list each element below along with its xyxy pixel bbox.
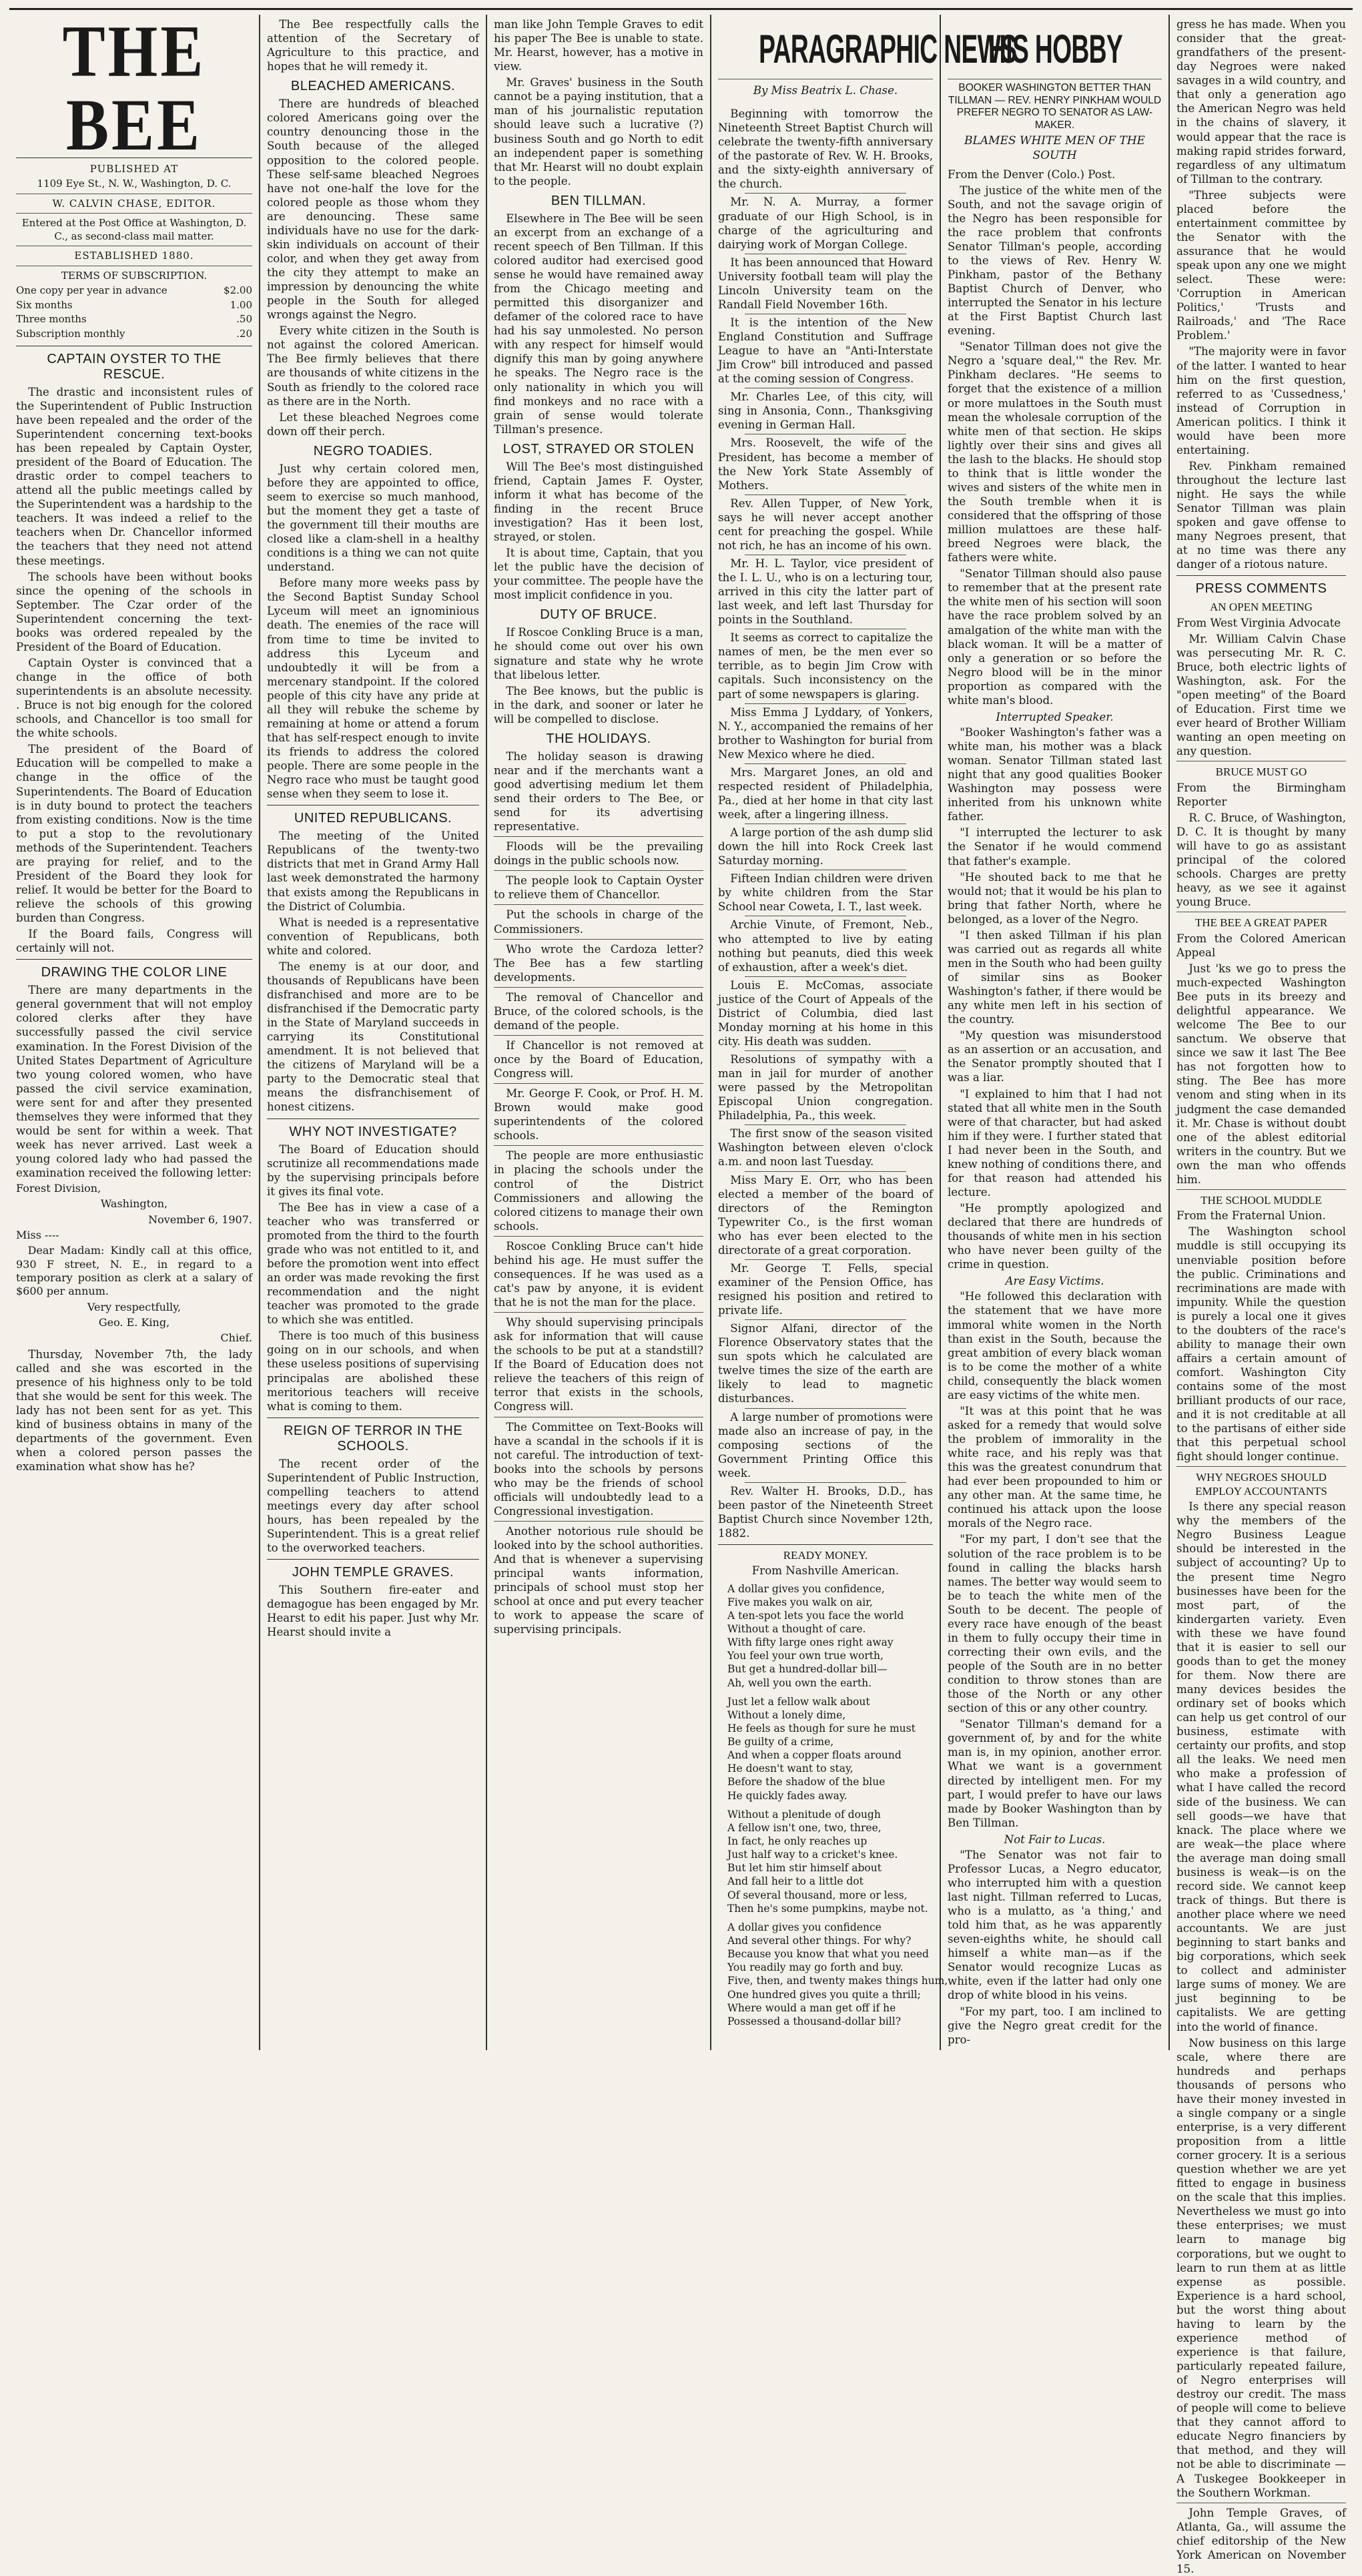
news-divider: [745, 1408, 906, 1409]
terms-price: .20: [236, 328, 252, 340]
masthead-established: ESTABLISHED 1880.: [74, 250, 194, 262]
article-title: WHY NEGROES SHOULD EMPLOY ACCOUNTANTS: [1195, 1471, 1327, 1498]
news-divider: [745, 976, 906, 977]
letter-sign-title: Chief.: [220, 1331, 252, 1345]
article-paragraph: "I then asked Tillman if his plan was carried out as regards all white men in the South who had been guilty of similar sins as Booker Washington's father, if there would be any white men left in his section of the country.: [948, 928, 1162, 1026]
article-title: THE SCHOOL MUDDLE: [1201, 1193, 1322, 1207]
subhead: Not Fair to Lucas.: [1004, 1833, 1106, 1846]
news-item: Mrs. Margaret Jones, an old and respected resident of Philadelphia, Pa., died at her home in that city last week, after a lingering illness.: [718, 765, 933, 821]
article-paragraph: The drastic and inconsistent rules of the Superintendent of Public Instruction have been repealed and the order of the Superintendent concerning text-books has been repealed by Captain Oyster, president of the Board of Education. The drastic order to compel teachers to attend all the public meetings called by the Superintendent was a hardship to the teachers. It was indeed a relief to the teachers when Dr. Chancellor informed the teachers that they need not attend these meetings.: [16, 385, 252, 567]
news-divider: [745, 763, 906, 764]
article-title: REIGN OF TERROR IN THE SCHOOLS.: [283, 1423, 463, 1454]
article-paragraph: Will The Bee's most distinguished friend, Captain James F. Oyster, inform it what has become of the finding in the recent Bruce investigation? Has it been lost, strayed, or stolen.: [494, 460, 703, 544]
article-paragraph: The Board of Education should scrutinize all recommendations made by the supervising principals before it gives its final vote.: [267, 1143, 479, 1198]
poem-line: A ten-spot lets you face the world: [727, 1609, 904, 1622]
poem-line: Just half way to a cricket's knee.: [727, 1849, 898, 1861]
poem-line: And when a copper floats around: [727, 1749, 902, 1762]
brief-item: Put the schools in charge of the Commissioners.: [494, 908, 703, 936]
poem-line: You readily may go forth and buy.: [727, 1961, 904, 1974]
article-paragraph: "He promptly apologized and declared that there are hundreds of thousands of white men in his section who have never been guilty of the crime in question.: [948, 1202, 1162, 1271]
published-at: PUBLISHED AT: [89, 163, 179, 175]
brief-item: The people look to Captain Oyster to relieve them of Chancellor.: [494, 874, 703, 902]
article-paragraph: "The Senator was not fair to Professor Lucas, a Negro educator, who interrupted him with a question last night. Tillman referred to Lucas, who is a mulatto, as 'a thing,' and told him that, as he was apparently seven-eighths white, he should call himself a white man—as if the Senator would recognize Lucas as white, even if the latter had only one drop of white blood in his veins.: [948, 1848, 1162, 2002]
poem-line: He feels as though for sure he must: [727, 1722, 916, 1734]
brief-item: The removal of Chancellor and Bruce, of the colored schools, is the demand of the people.: [494, 990, 703, 1032]
top-rule: [9, 8, 1353, 10]
masthead-title: THE BEE: [62, 9, 206, 166]
terms-price: 1.00: [230, 298, 252, 311]
poem-title: READY MONEY.: [783, 1549, 868, 1562]
poem-line: Without a lonely dime,: [727, 1708, 846, 1721]
article-title: LOST, STRAYED OR STOLEN: [502, 441, 695, 456]
poem-line: Without a plenitude of dough: [727, 1808, 881, 1821]
article-paragraph: It is about time, Captain, that you let the public have the decision of your committee. The people have the most implicit confidence in you.: [494, 547, 703, 602]
terms-row: [16, 327, 252, 342]
article-paragraph: "He followed this declaration with the statement that we have more immoral white women in the North than exist in the South, because the great ambition of every black woman is to be come the mother of a white child, consequently the black women are easy victims of the white men.: [948, 1290, 1162, 1401]
section-title: PRESS COMMENTS: [1195, 581, 1327, 597]
masthead-address: 1109 Eye St., N. W., Washington, D. C.: [37, 178, 232, 190]
article-paragraph: Let these bleached Negroes come down off their perch.: [267, 410, 479, 438]
article-paragraph: Just why certain colored men, before they are appointed to office, seem to exercise so much manhood, but the moment they get a taste of the government till their mouths are closed like a clam-shell in a healthy conditions is a thing we can not quite understand.: [267, 462, 479, 574]
masthead-entered: Entered at the Post Office at Washington, D. C., as second-class mail matter.: [21, 216, 247, 242]
letter-date: November 6, 1907.: [148, 1213, 252, 1226]
news-item: Louis E. McComas, associate justice of the Court of Appeals of the District of Columbia, died last Monday morning at his home in this city. His death was sudden.: [718, 978, 933, 1048]
poem-line: One hundred gives you quite a thrill;: [727, 1988, 921, 2001]
article-title: JOHN TEMPLE GRAVES.: [292, 1565, 454, 1580]
brief-item: Roscoe Conkling Bruce can't hide behind his age. He must suffer the consequences. If he was used as a cat's paw by anyone, it is evident that he is not the man for the place.: [494, 1239, 703, 1309]
article-paragraph: "For my part, too. I am inclined to give the Negro great credit for the pro-: [948, 2005, 1162, 2046]
poem-line: Where would a man get off if he: [727, 2001, 896, 2014]
article-paragraph: Thursday, November 7th, the lady called and she was escorted in the presence of his highness only to be told that she would be sent for this week. The lady has not been sent for as yet. This kind of business obtains in many of the departments of the government. Even when a colored person passes the examination what show has he?: [16, 1347, 252, 1474]
letter-salute: Miss ----: [16, 1229, 59, 1242]
news-item: Resolutions of sympathy with a man in jail for murder of another were passed by the Metropolitan Episcopal Union congregation. Philadelphia, Pa., this week.: [718, 1053, 933, 1122]
poem-line: A fellow isn't one, two, three,: [727, 1821, 882, 1834]
poem-line: Of several thousand, more or less,: [727, 1889, 908, 1901]
news-item: Mr. Charles Lee, of this city, will sing in Ansonia, Conn., Thanksgiving evening in German Hall.: [718, 390, 933, 432]
news-item: Archie Vinute, of Fremont, Neb., who attempted to live by eating nothing but peanuts, died this week of exhaustion, after a week's diet.: [718, 918, 933, 974]
article-title: DUTY OF BRUCE.: [540, 607, 657, 623]
terms-title: TERMS OF SUBSCRIPTION.: [61, 269, 208, 282]
article-paragraph: "Booker Washington's father was a white man, his mother was a black woman. Senator Tillman stated last night that any good qualities Booker Washington may possess were inherited from his unknown white father.: [948, 725, 1162, 824]
news-divider: [745, 1050, 906, 1051]
article-title: BLEACHED AMERICANS.: [290, 79, 456, 94]
article-paragraph: The justice of the white men of the South, and not the savage origin of the Negro has been responsible for the race problem that confronts Senator Tillman's people, according to the views of Rev. Henry W. Pinkham, pastor of the Bethany Baptist Church of Denver, who interrupted the Senator in his lecture at the First Baptist Church last evening.: [948, 184, 1162, 338]
poem-line: Possessed a thousand-dollar bill?: [727, 2015, 902, 2027]
column-5: [941, 15, 1170, 2050]
article-title: DRAWING THE COLOR LINE: [41, 965, 228, 980]
poem-line: Before the shadow of the blue: [727, 1776, 886, 1789]
article-paragraph: "Senator Tillman should also pause to remember that at the present rate the white men of his section will soon have the race problem solved by an amalgation of the white man with the black woman. It will be a matter of only a generation or so before the Negro blood will be in the minor proportion as compared with the white man's blood.: [948, 567, 1162, 707]
columns: [9, 9, 1353, 2575]
letter-head: Forest Division,: [16, 1182, 101, 1195]
news-divider: [745, 1171, 906, 1172]
poem-line: And fall heir to a little dot: [727, 1875, 864, 1888]
brief-item: Who wrote the Cardoza letter? The Bee has a few startling developments.: [494, 942, 703, 984]
poem-line: Then he's some pumpkins, maybe not.: [727, 1902, 928, 1915]
article-paragraph: This Southern fire-eater and demagogue has been engaged by Mr. Hearst to edit his paper. Just why Mr. Hearst should invite a: [267, 1584, 479, 1639]
article-paragraph: If Roscoe Conkling Bruce is a man, he should come out over his own signature and state why he wrote that libelous letter.: [494, 626, 703, 681]
article-paragraph: Before many more weeks pass by the Second Baptist Sunday School Lyceum will meet an ignominious death. The enemies of the race will from time to time be invited to address this Lyceum and undoubtedly it will be from a mercenary standpoint. If the colored people of this city have any pride at all they will rebuke the scheme by remaining at home or attend a forum that has self-respect enough to invite its friends to address the colored people. There are some people in the Negro race who must be taught good sense when they seem to lose it.: [267, 577, 479, 801]
column-2: [260, 15, 487, 2050]
terms-row: [16, 284, 252, 298]
article-paragraph: There are hundreds of bleached colored Americans going over the country denouncing those in the South because of the alleged opposition to the colored people. These self-same bleached Negroes have not one-half the love for the colored people as those whom they are denouncing. These same individuals have no use for the dark-skin individuals on account of their color, and when they get away from the city they attempt to make an impression by denouncing the white people in the South for alleged wrongs against the Negro.: [267, 97, 479, 322]
article-paragraph: John Temple Graves, of Atlanta, Ga., will assume the chief editorship of the New York American on November 15.: [1176, 2506, 1346, 2575]
terms-row: [16, 312, 252, 327]
poem-line: Be guilty of a crime,: [727, 1736, 834, 1748]
article-title: UNITED REPUBLICANS.: [294, 811, 452, 826]
subhead: Are Easy Victims.: [1005, 1275, 1104, 1288]
article-paragraph: Every white citizen in the South is not against the colored American. The Bee firmly believes that there are thousands of white citizens in the South as friendly to the colored race as there are in the North.: [267, 324, 479, 408]
poem-line: But get a hundred-dollar bill—: [727, 1663, 888, 1676]
article-paragraph: Is there any special reason why the members of the Negro Business League should be interested in the subject of accounting? Up to the present time Negro businesses have been for the most part, of the kindergarten variety. Even with these we have found that it is easier to sell our goods than to get the money for them. Now there are many devices besides the ordinary set of books which can help us get control of our business, estimate with certainty our profits, and stop all the leaks. We need men who make a profession of what I have called the record side of the business. We can sell goods—we have that knack. The place where we are weak—the place where the average man doing small business is weak—is on the record side. We cannot keep track of things. But there is another place where we need accountants. We are just beginning to start banks and big corporations, which seek to collect and administer large sums of money. We are just beginning to be capitalists. We are getting into the world of finance.: [1176, 1500, 1346, 2033]
poem-line: Ah, well you own the earth.: [727, 1676, 872, 1689]
poem-line: Just let a fellow walk about: [727, 1695, 870, 1708]
source-line: From the Colored American Appeal: [1176, 932, 1346, 959]
article-paragraph: R. C. Bruce, of Washington, D. C. It is thought by many will have to go as assistant principal of the colored schools. Charges are pretty heavy, as we see it against young Bruce.: [1176, 811, 1346, 909]
poem-line: A dollar gives you confidence: [727, 1921, 882, 1933]
article-paragraph: "Three subjects were placed before the entertainment committee by the Senator with the assurance that he would speak upon any one we might select. These were: 'Corruption in American Politics,' 'Trusts and Railroads,' and 'The Race Problem.': [1176, 188, 1346, 342]
article-title: BEN TILLMAN.: [551, 193, 647, 208]
poem-line: In fact, he only reaches up: [727, 1835, 868, 1848]
byline: By Miss Beatrix L. Chase.: [753, 84, 898, 97]
news-item: Miss Emma J Lyddary, of Yonkers, N. Y., accompanied the remains of her brother to Washington for burial from New Mexico where he died.: [718, 705, 933, 761]
article-paragraph: Elsewhere in The Bee will be seen an excerpt from an exchange of a recent speech of Ben Tillman. If this colored auditor had exercised good sense he would have remained away from the Chicago meeting and permitted this disorganizer and defamer of the colored race to have had his say unmolested. No person with any respect for himself would dignify this man by going anywhere he speaks. The Negro race is the only nationality in which you will find monkeys and no race with a grain of sense would tolerate Tillman's presence.: [494, 212, 703, 436]
brief-item: The people are more enthusiastic in placing the schools under the control of the District Commissioners and allowing the colored citizens to manage their own schools.: [494, 1149, 703, 1233]
article-paragraph: "For my part, I don't see that the solution of the race problem is to be found in calling the blacks harsh names. The better way would seem to be to teach the white men of the South to be decent. The people of every race have enough of the beast in them to fully occupy their time in correcting their own evils, and the people of the South are in no better condition to throw stones than are those of the North or any other section of this or any other country.: [948, 1533, 1162, 1715]
article-title: CAPTAIN OYSTER TO THE RESCUE.: [47, 351, 222, 382]
article-paragraph: "The majority were in favor of the latter. I wanted to hear him on the first question, referred to as 'Cussedness,' instead of Corruption in American politics. I think it would have been more entertaining.: [1176, 345, 1346, 456]
poem-line: Because you know that what you need: [727, 1948, 929, 1961]
article-paragraph: There is too much of this business going on in our schools, and when these useless positions of supervising principalas are abolished these meritorious teachers will receive what is coming to them.: [267, 1329, 479, 1413]
source-line: From West Virginia Advocate: [1176, 616, 1341, 629]
news-item: Mr. H. L. Taylor, vice president of the I. L. U., who is on a lecturing tour, arrived in this city the latter part of last week, and left last Thursday for points in the Southland.: [718, 557, 933, 627]
news-divider: [745, 1124, 906, 1125]
article-title: BRUCE MUST GO: [1215, 765, 1307, 779]
news-item: Beginning with tomorrow the Nineteenth Street Baptist Church will celebrate the twenty-fifth anniversary of the pastorate of Rev. W. H. Brooks, and the sixty-eighth anniversary of the church.: [718, 107, 933, 191]
deck: BOOKER WASHINGTON BETTER THAN TILLMAN — REV. HENRY PINKHAM WOULD PREFER NEGRO TO SENATOR AS LAW-MAKER.: [948, 82, 1162, 131]
news-item: Fifteen Indian children were driven by white children from the Star School near Coweta, I. T., last week.: [718, 872, 933, 914]
brief-item: The Committee on Text-Books will have a scandal in the schools if it is not careful. The introduction of text-books into the schools by persons who may be the friends of school officials will undoubtedly lead to a Congressional investigation.: [494, 1420, 703, 1518]
article-paragraph: "I interrupted the lecturer to ask the Senator if he would commend that father's example.: [948, 826, 1162, 868]
stanza-break: [727, 1915, 933, 1921]
brief-item: Floods will be the prevailing doings in the public schools now.: [494, 840, 703, 868]
masthead-editor: W. CALVIN CHASE, EDITOR.: [52, 197, 216, 210]
article-paragraph: Just 'ks we go to press the much-expected Washington Bee puts in its breezy and delightful appearance. We welcome The Bee to our sanctum. We observe that since we saw it last The Bee has not forgotten how to sting. The Bee has more venom and sting when in its judgment the case demanded it. Mr. Chase is without doubt one of the ablest editorial writers in the country. But we own the man who offends him.: [1176, 962, 1346, 1186]
letter: [16, 1182, 252, 1345]
article-paragraph: The Bee respectfully calls the attention of the Secretary of Agriculture to this practice, and hopes that he will remedy it.: [267, 18, 479, 73]
article-paragraph: Mr. William Calvin Chase was persecuting Mr. R. C. Bruce, both electric lights of Washington, ask. For the "open meeting" of the Board of Education. First time we ever heard of Brother William wanting an open meeting on any question.: [1176, 632, 1346, 758]
poem-line: Five makes you walk on air,: [727, 1596, 873, 1608]
article-paragraph: The holiday season is drawing near and if the merchants want a good advertising medium let them send their orders to The Bee, or send for its advertising representative.: [494, 749, 703, 834]
news-item: Mrs. Roosevelt, the wife of the President, has become a member of the New York State Assembly of Mothers.: [718, 436, 933, 492]
article-title: THE HOLIDAYS.: [546, 731, 651, 746]
news-items: [718, 107, 933, 1540]
source-line: From the Denver (Colo.) Post.: [948, 168, 1116, 181]
news-item: A large number of promotions were made also an increase of pay, in the composing sections of the Government Printing Office this week.: [718, 1410, 933, 1480]
letter-place: Washington,: [100, 1197, 168, 1211]
brief-item: Mr. George F. Cook, or Prof. H. M. Brown would make good superintendents of the colored schools.: [494, 1087, 703, 1143]
terms-price: $2.00: [224, 284, 252, 296]
news-item: Miss Mary E. Orr, who has been elected a member of the board of directors of the Remington Typewriter Co., is the first woman who has ever been elected to the directorate of a great corporation.: [718, 1173, 933, 1257]
brief-item: Another notorious rule should be looked into by the school authorities. And that is whenever a supervising principal wants information, principals of school must stop her school at once and put every teacher to work to appease the scare of supervising principals.: [494, 1524, 703, 1636]
article-paragraph: The meeting of the United Republicans of the twenty-two districts that met in Grand Army Hall last week demonstrated the harmony that exists among the Republicans in the District of Columbia.: [267, 830, 479, 913]
article-paragraph: The Bee knows, but the public is in the dark, and sooner or later he will be compelled to disclose.: [494, 684, 703, 725]
news-item: The first snow of the season visited Washington between eleven o'clock a.m. and noon last Tuesday.: [718, 1127, 933, 1169]
terms-label: One copy per year in advance: [16, 284, 167, 296]
news-item: It seems as correct to capitalize the names of men, be the men ever so terrible, as to begin Jim Crow with capitals. Such inconsistency on the part of some newspapers is glaring.: [718, 631, 933, 701]
news-item: A large portion of the ash dump slid down the hill into Rock Creek last Saturday morning.: [718, 826, 933, 868]
article-title: NEGRO TOADIES.: [313, 443, 433, 458]
column-6: [1170, 15, 1353, 2575]
news-divider: [745, 193, 906, 194]
column-3: [487, 15, 711, 2050]
letter-sign: Geo. E. King,: [98, 1315, 170, 1329]
stanza-break: [727, 1690, 933, 1695]
letter-close: Very respectfully,: [87, 1300, 182, 1313]
article-paragraph: What is needed is a representative convention of Republicans, both white and colored.: [267, 916, 479, 957]
poem: [727, 1582, 948, 2029]
poem-line: Five, then, and twenty makes things hum,: [727, 1975, 948, 1987]
news-divider: [745, 703, 906, 704]
stanza-break: [727, 1803, 933, 1808]
poem-line: A dollar gives you confidence,: [727, 1582, 885, 1595]
article-paragraph: "Senator Tillman's demand for a government of, by and for the white man is, in my opinion, another error. What we want is a government directed by intelligent men. For my part, I would prefer to have our laws made by Booker Washington than by Ben Tillman.: [948, 1718, 1162, 1829]
poem-line: With fifty large ones right away: [727, 1636, 894, 1649]
article-title: WHY NOT INVESTIGATE?: [289, 1124, 457, 1139]
terms-label: Subscription monthly: [16, 328, 125, 340]
article-paragraph: "It was at this point that he was asked for a remedy that would solve the problem of immorality in the white race, and his reply was that this was the greatest conundrum that had ever been propounded to him or any other man. At the same time, he continued his attack upon the loose morals of the Negro race.: [948, 1404, 1162, 1530]
section-title: HIS HOBBY: [988, 27, 1123, 71]
article-paragraph: gress he has made. When you consider that the great-grandfathers of the present-day Negroes were naked savages in a wild country, and that only a generation ago the American Negro was held in the chains of slavery, it would appear that the race is making rapid strides forward, regardless of any ultimatum of Tillman to the contrary.: [1176, 18, 1346, 186]
column-1: [9, 9, 260, 2050]
terms-price: .50: [236, 313, 252, 326]
article-paragraph: "My question was misunderstood as an assertion or an accusation, and the Senator promptly shouted that I was a liar.: [948, 1029, 1162, 1084]
article-paragraph: Captain Oyster is convinced that a change in the office of both superintendents is an absolute necessity. . Bruce is not big enough for the colored schools, and Chancellor is too small for the white schools.: [16, 656, 252, 740]
terms-label: Three months: [16, 313, 87, 326]
article-title: THE BEE A GREAT PAPER: [1195, 916, 1328, 930]
poem-line: You feel your own true worth,: [727, 1650, 884, 1662]
article-paragraph: The Washington school muddle is still occupying its unenviable position before the public. Criminations and recriminations are made with impunity. While the question is purely a local one it gives to the doubters of the race's ability to manage their own affairs a certain amount of comfort. Washington City contains some of the most brilliant products of our race, and it is not creditable at all to the partisans of either side that this perpetual school fight should longer continue.: [1176, 1225, 1346, 1464]
section-title: PARAGRAPHIC NEWS: [759, 27, 1017, 71]
poem-line: But let him stir himself about: [727, 1862, 882, 1875]
article-paragraph: The Bee has in view a case of a teacher who was transferred or promoted from the third to the fourth grade who was not entitled to it, and before the promotion went into effect an order was made revoking the first recommendation and the night teacher was promoted to the grade to which she was entitled.: [267, 1201, 479, 1327]
poem-source: From Nashville American.: [751, 1564, 900, 1578]
column-4: [711, 15, 1017, 2050]
article-paragraph: "Senator Tillman does not give the Negro a 'square deal,'" the Rev. Mr. Pinkham declares. "He seems to forget that the existence of a million or more mulattoes in the South must mean the wholesale corruption of the white men of that section. He skips lightly over their sins and gives all the lash to the blacks. He should stop to think that is little wonder the wives and sisters of the white men in the South tremble when it is considered that the offspring of those million mulattoes are these half-breed Negroes were black, the fathers were white.: [948, 340, 1162, 565]
poem-line: He doesn't want to stay,: [727, 1762, 854, 1775]
deck-italic: BLAMES WHITE MEN OF THE SOUTH: [964, 134, 1145, 162]
poem-line: He quickly fades away.: [727, 1789, 847, 1802]
article-paragraph: If the Board fails, Congress will certainly will not.: [16, 928, 252, 955]
article-paragraph: The president of the Board of Education will be compelled to make a change in the office of the Superintendents. The Board of Education is in duty bound to protect the teachers from existing conditions. Now is the time to put a stop to the revolutionary methods of the Superintendent. Teachers are praying for relief, and to the President of the Board they look for relief. It would be better for the Board to relieve the schools of this growing burden than Congress.: [16, 743, 252, 925]
article-paragraph: Rev. Pinkham remained throughout the lecture last night. He says the while Senator Tillman was plain spoken and gave offense to many Negroes present, that at no time was there any danger of a riotous nature.: [1176, 459, 1346, 571]
poem-line: And several other things. For why?: [727, 1935, 912, 1947]
news-divider: [745, 1259, 906, 1260]
letter-body: Dear Madam: Kindly call at this office, 930 F street, N. E., in regard to a temporary position as clerk at a salary of $600 per annum.: [16, 1244, 252, 1298]
source-line: From the Birmingham Reporter: [1176, 781, 1346, 808]
article-paragraph: The recent order of the Superintendent of Public Instruction, compelling teachers to attend meetings every day after school hours, has been repealed by the Superintendent. This is a great relief to the overworked teachers.: [267, 1457, 479, 1555]
article-paragraph: The enemy is at our door, and thousands of Republicans have been disfranchised and more are to be disfranchised if the Democratic party in the State of Maryland succeeds in carrying its Constitutional amendment. It is not believed that the citizens of Maryland will be a party to the Democratic steal that means the disfranchisement of honest citizens.: [267, 960, 479, 1114]
news-item: Rev. Allen Tupper, of New York, says he will never accept another cent for preaching the gospel. While not rich, he has an income of his own.: [718, 497, 933, 552]
news-item: Mr. George T. Fells, special examiner of the Pension Office, has resigned his position and retired to private life.: [718, 1261, 933, 1317]
news-item: It is the intention of the New England Constitution and Suffrage League to have an "Anti-Interstate Jim Crow" bill introduced and passed at the coming session of Congress.: [718, 316, 933, 386]
article-paragraph: "I explained to him that I had not stated that all white men in the South were of that character, but had asked him if they were. I further stated that I had never been in the South, and knew nothing of conditions there, and for that reason had attended his lecture.: [948, 1087, 1162, 1199]
news-divider: [745, 1319, 906, 1320]
article-paragraph: man like John Temple Graves to edit his paper The Bee is unable to state. Mr. Hearst, however, has a motive in view.: [494, 18, 703, 73]
article-paragraph: The schools have been without books since the opening of the schools in September. The Czar order of the Superintendent concerning the text-books was ordered repealed by the President of the Board of Education.: [16, 570, 252, 653]
article-title: AN OPEN MEETING: [1210, 601, 1313, 614]
article-paragraph: Now business on this large scale, where there are hundreds and perhaps thousands of persons who have their money invested in a single company or a single enterprise, is a very different proposition from a little corner grocery. It is a serious question whether we are yet fitted to engage in business on the scale that this implies. Nevertheless we must go into these enterprises; we must learn to manage big corporations, but we ought to learn to run them at as little expense as possible. Experience is a hard school, but the worst thing about having to learn by the experience method of experience is that failure, particularly repeated failure, of Negro enterprises will destroy our credit. The mass of people will come to believe that they cannot afford to educate Negro financiers by that method, and they will not be able to discriminate — A Tuskegee Bookkeeper in the Southern Workman.: [1176, 2036, 1346, 2499]
news-item: It has been announced that Howard University football team will play the Lincoln University team on the Randall Field November 16th.: [718, 256, 933, 311]
news-divider: [745, 1482, 906, 1483]
news-item: Signor Alfani, director of the Florence Observatory states that the sun spots which he calculated are twelve times the size of the earth are likely to lead to magnetic disturbances.: [718, 1322, 933, 1405]
terms-label: Six months: [16, 298, 73, 311]
poem-line: Without a thought of care.: [727, 1622, 866, 1635]
news-item: Rev. Walter H. Brooks, D.D., has been pastor of the Nineteenth Street Baptist Church since November 12th, 1882.: [718, 1484, 933, 1540]
article-paragraph: "He shouted back to me that he would not; that it would be his plan to bring that father North, where he belonged, as a lover of the Negro.: [948, 870, 1162, 926]
article-paragraph: There are many departments in the general government that will not employ colored clerks after they have successfully passed the civil service examination. In the Forest Division of the United States Department of Agriculture two young colored women, who have passed the civil service examination, were sent for and after they presented themselves they were informed that they would be sent for within a week. That week has never arrived. Last week a young colored lady who had passed the examination received the following letter:: [16, 984, 252, 1180]
article-paragraph: Mr. Graves' business in the South cannot be a paying institution, that a man of his journalistic reputation should leave such a lucrative (?) business South and go North to edit an independent paper is something that Mr. Hearst will no doubt explain to the people.: [494, 76, 703, 188]
brief-item: If Chancellor is not removed at once by the Board of Education, Congress will.: [494, 1038, 703, 1080]
subhead: Interrupted Speaker.: [996, 710, 1114, 723]
source-line: From the Fraternal Union.: [1176, 1209, 1326, 1223]
news-item: Mr. N. A. Murray, a former graduate of our High School, is in charge of the agriculturing and dairying work of Morgan College.: [718, 196, 933, 251]
brief-item: Why should supervising principals ask for information that will cause the schools to be put at a standstill? If the Board of Education does not relieve the teachers of this reign of terror that exists in the schools, Congress will.: [494, 1316, 703, 1413]
terms-row: [16, 298, 252, 313]
